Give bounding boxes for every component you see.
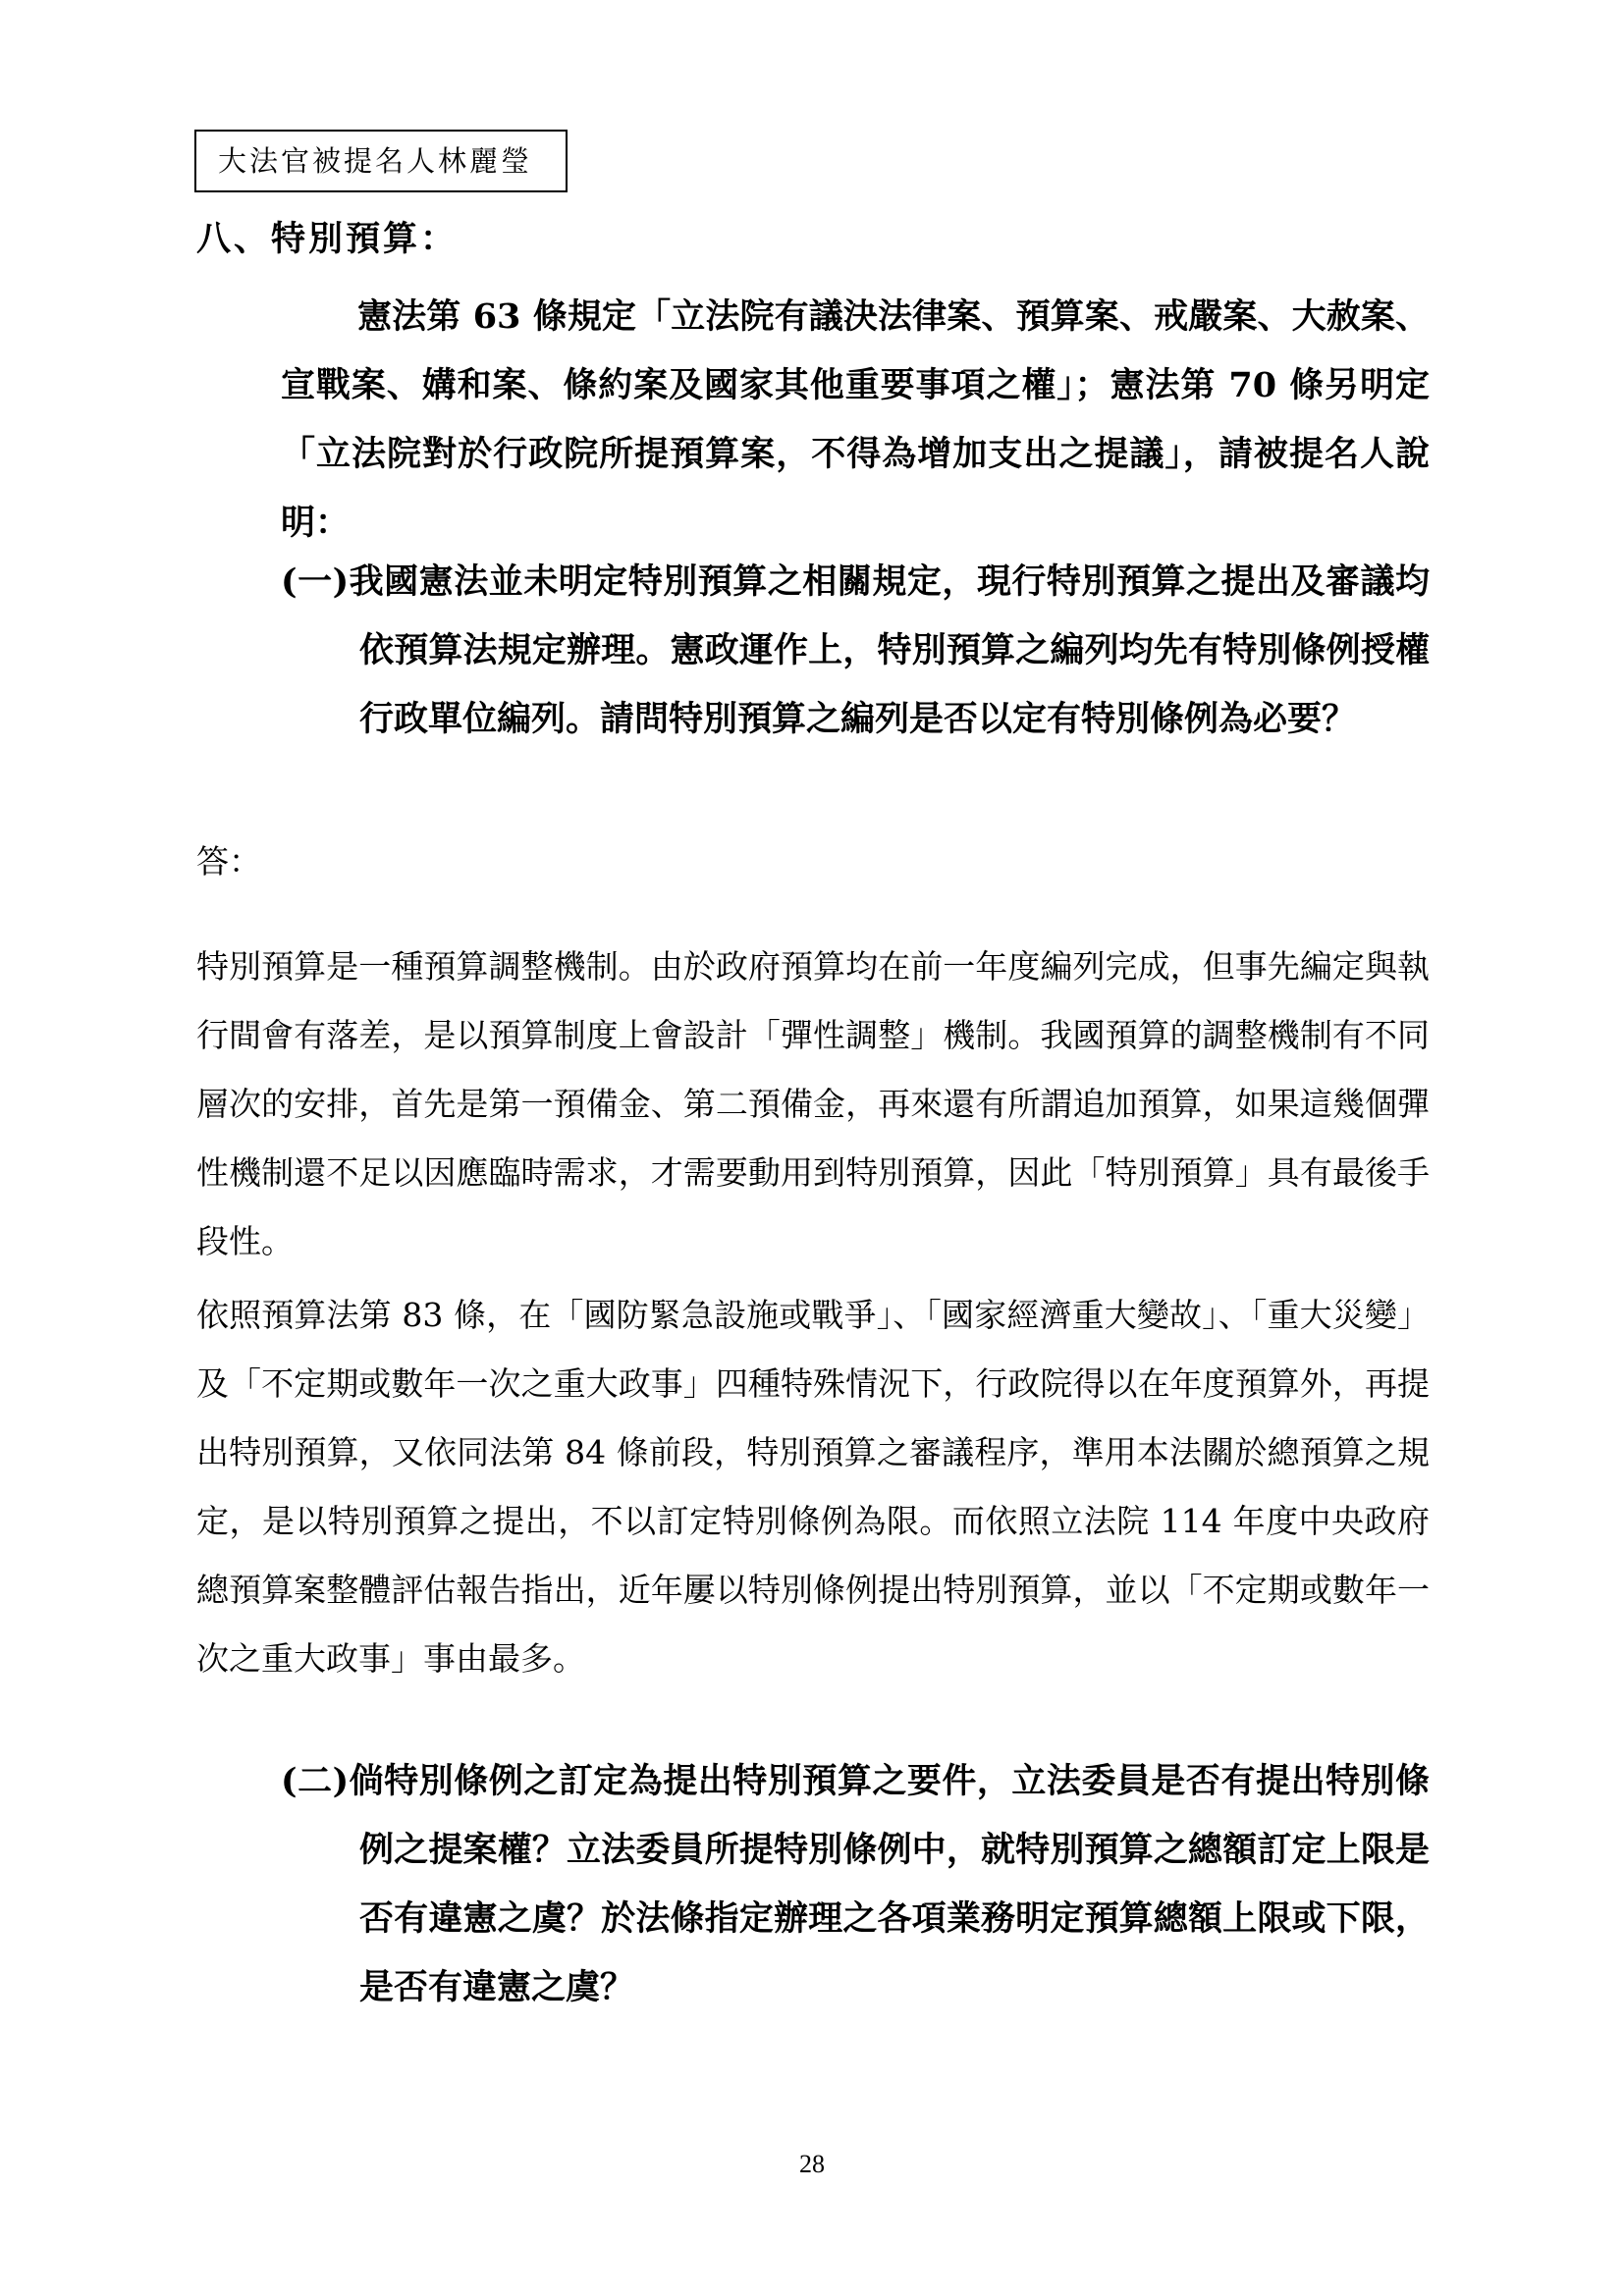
page-number: 28: [799, 2150, 825, 2178]
section-heading: 八、特別預算：: [196, 219, 459, 259]
nominee-header-text: 大法官被提名人林麗瑩: [218, 144, 533, 178]
answer-paragraph-2: 依照預算法第 83 條，在「國防緊急設施或戰爭」、「國家經濟重大變故」、「重大災變」及「不定期或數年一次之重大政事」四種特殊情況下，行政院得以在年度預算外，再提出特別預算，又依同法第 84 條前段，特別預算之審議程序，準用本法關於總預算之規定，是以特別預算之提出，不以訂定特別條例為限。而依照立法院 114 年度中央政府總預算案整體評估報告指出，近年屢以特別條例提出特別預算，並以「不定期或數年一次之重大政事」事由最多。: [196, 1296, 1430, 1678]
answer-paragraph-1: 特別預算是一種預算調整機制。由於政府預算均在前一年度編列完成，但事先編定與執行間會有落差，是以預算制度上會設計「彈性調整」機制。我國預算的調整機制有不同層次的安排，首先是第一預備金、第二預備金，再來還有所謂追加預算，如果這幾個彈性機制還不足以因應臨時需求，才需要動用到特別預算，因此「特別預算」具有最後手段性。: [196, 947, 1430, 1260]
answer-label: 答：: [196, 842, 261, 881]
section-intro-paragraph: 憲法第 63 條規定「立法院有議決法律案、預算案、戒嚴案、大赦案、宣戰案、媾和案、條約案及國家其他重要事項之權」；憲法第 70 條另明定「立法院對於行政院所提預算案，不得為增加支出之提議」，請被提名人說明：: [281, 296, 1430, 543]
nominee-header-box: [194, 130, 568, 192]
question-1: (一)我國憲法並未明定特別預算之相關規定，現行特別預算之提出及審議均依預算法規定辦理。憲政運作上，特別預算之編列均先有特別條例授權行政單位編列。請問特別預算之編列是否以定有特別條例為必要？: [281, 561, 1430, 739]
question-2: (二)倘特別條例之訂定為提出特別預算之要件，立法委員是否有提出特別條例之提案權？立法委員所提特別條例中，就特別預算之總額訂定上限是否有違憲之虞？於法條指定辦理之各項業務明定預算總額上限或下限，是否有違憲之虞？: [281, 1761, 1430, 2007]
